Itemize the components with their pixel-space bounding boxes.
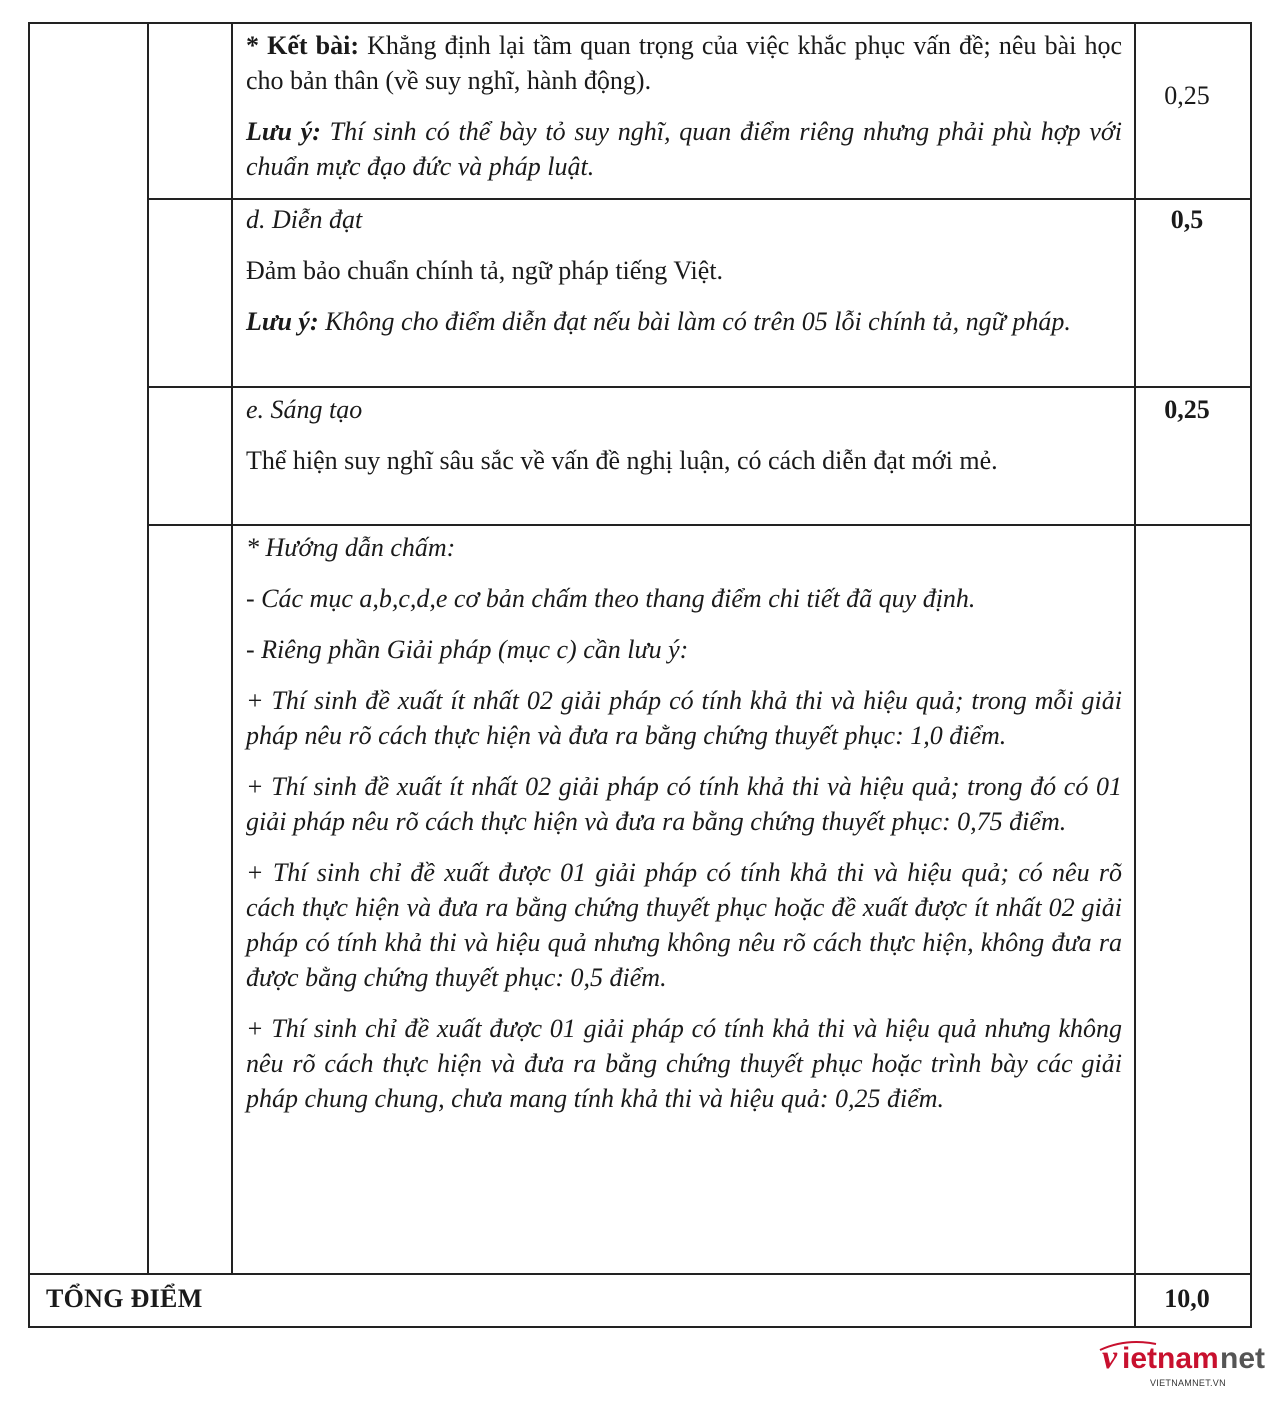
row-divider [147, 198, 1252, 200]
logo-subtext: VIETNAMNET.VN [1150, 1378, 1226, 1388]
row-divider [147, 524, 1252, 526]
paragraph: - Riêng phần Giải pháp (mục c) cần lưu ý: [246, 635, 689, 664]
content-cell-grading-guide [246, 530, 1122, 1116]
paragraph: + Thí sinh đề xuất ít nhất 02 giải pháp có tính khả thi và hiệu quả; trong mỗi giải pháp nêu rõ cách thực hiện và đưa ra bằng chứng thuyết phục: 1,0 điểm. [246, 686, 1122, 750]
content-cell-creativity [246, 392, 1122, 478]
paragraph [246, 304, 1122, 339]
paragraph: e. Sáng tạo [246, 395, 363, 424]
paragraph: Đảm bảo chuẩn chính tả, ngữ pháp tiếng Việt. [246, 256, 724, 285]
table-bottom-border [28, 1326, 1252, 1328]
svg-text:v: v [1102, 1339, 1118, 1376]
paragraph-lead: * Kết bài: [246, 31, 360, 60]
column-divider [1134, 22, 1136, 1328]
column-divider [231, 22, 233, 1274]
paragraph: d. Diễn đạt [246, 205, 363, 234]
content-cell-conclusion [246, 28, 1122, 184]
paragraph-text: Không cho điểm diễn đạt nếu bài làm có trên 05 lỗi chính tả, ngữ pháp. [318, 307, 1071, 336]
row-divider [28, 1273, 1252, 1275]
total-label: TỔNG ĐIỂM [46, 1284, 203, 1313]
column-divider [147, 22, 149, 1274]
svg-text:ietnam: ietnam [1122, 1342, 1219, 1375]
paragraph-text: Thí sinh có thể bày tỏ suy nghĩ, quan điểm riêng nhưng phải phù hợp với chuẩn mực đạo đức và pháp luật. [246, 117, 1122, 181]
paragraph-lead: Lưu ý: [246, 307, 319, 336]
paragraph: * Hướng dẫn chấm: [246, 533, 456, 562]
paragraph [246, 28, 1122, 98]
paragraph: Thể hiện suy nghĩ sâu sắc về vấn đề nghị luận, có cách diễn đạt mới mẻ. [246, 446, 998, 475]
paragraph: + Thí sinh chỉ đề xuất được 01 giải pháp có tính khả thi và hiệu quả nhưng không nêu rõ cách thực hiện và đưa ra bằng chứng thuyết phục hoặc trình bày các giải pháp chung chung, chưa mang tính khả thi và hiệu quả: 0,25 điểm. [246, 1014, 1122, 1113]
total-score: 10,0 [1164, 1284, 1210, 1313]
table-left-border [28, 22, 30, 1328]
table-top-border [28, 22, 1252, 24]
svg-text:net: net [1220, 1342, 1265, 1375]
content-cell-expression [246, 202, 1122, 339]
score-cell: 0,25 [1164, 81, 1210, 110]
paragraph: + Thí sinh đề xuất ít nhất 02 giải pháp có tính khả thi và hiệu quả; trong đó có 01 giải pháp nêu rõ cách thực hiện và đưa ra bằng chứng thuyết phục: 0,75 điểm. [246, 772, 1122, 836]
paragraph-lead: Lưu ý: [246, 117, 321, 146]
score-cell: 0,5 [1170, 205, 1204, 234]
score-cell: 0,25 [1164, 395, 1210, 424]
paragraph: - Các mục a,b,c,d,e cơ bản chấm theo thang điểm chi tiết đã quy định. [246, 584, 976, 613]
paragraph [246, 114, 1122, 184]
table-right-border [1250, 22, 1252, 1328]
paragraph: + Thí sinh chỉ đề xuất được 01 giải pháp có tính khả thi và hiệu quả; có nêu rõ cách thực hiện và đưa ra bằng chứng thuyết phục hoặc đề xuất được ít nhất 02 giải pháp có tính khả thi và hiệu quả nhưng không nêu rõ cách thực hiện, không đưa ra được bằng chứng thuyết phục: 0,5 điểm. [246, 858, 1122, 992]
row-divider [147, 386, 1252, 388]
paragraph-text: Khẳng định lại tầm quan trọng của việc khắc phục vấn đề; nêu bài học cho bản thân (về suy nghĩ, hành động). [246, 31, 1122, 95]
